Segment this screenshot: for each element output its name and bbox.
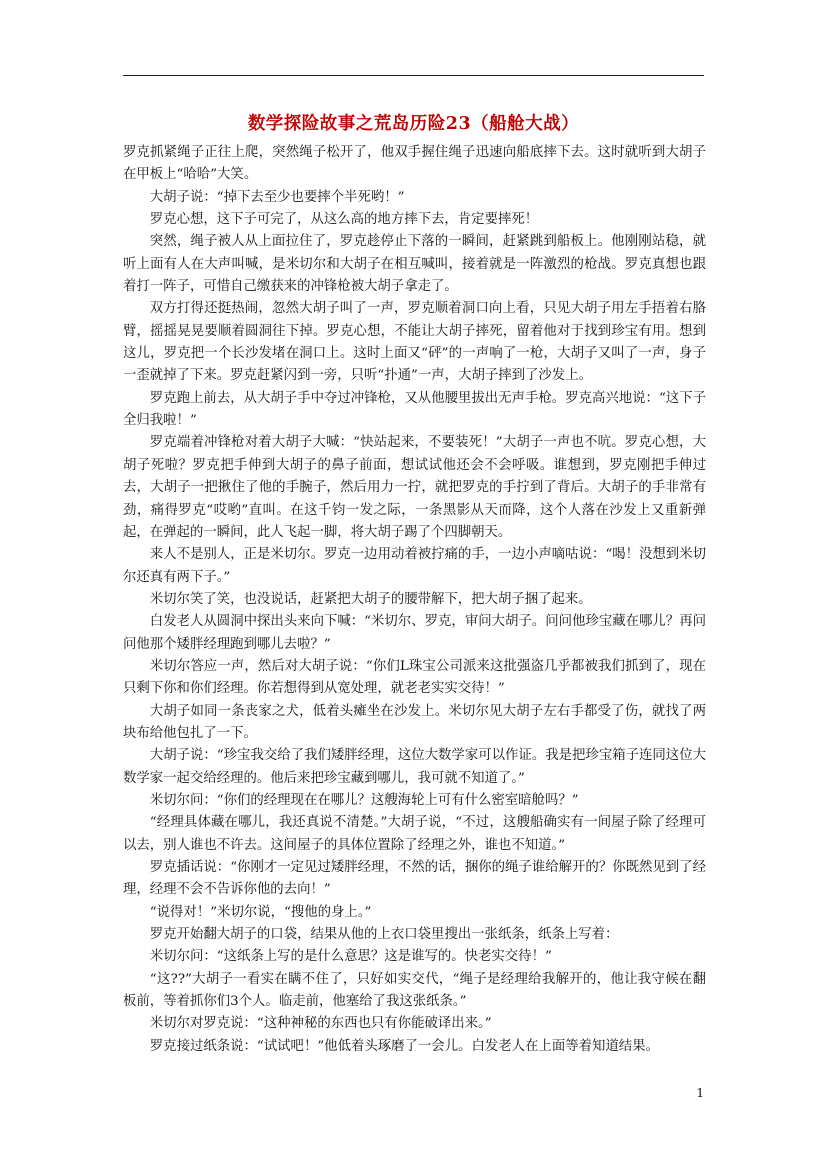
paragraph: 大胡子说：“珍宝我交给了我们矮胖经理，这位大数学家可以作证。我是把珍宝箱子连同这位大数学家一起交给经理的。他后来把珍宝藏到哪儿，我可就不知道了。” — [123, 748, 706, 786]
paragraph: 米切尔问：“你们的经理现在在哪儿？这艘海轮上可有什么密室暗舱吗？” — [149, 792, 579, 808]
paragraph: 米切尔问：“这纸条上写的是什么意思？这是谁写的。快老实交待！” — [149, 949, 552, 965]
paragraph: “说得对！”米切尔说，“搜他的身上。” — [149, 904, 372, 920]
paragraph: 大胡子说：“掉下去至少也要摔个半死哟！” — [149, 189, 405, 205]
paragraph: 罗克心想，这下子可完了，从这么高的地方摔下去，肯定要摔死！ — [149, 212, 539, 228]
paragraph: “这??”大胡子一看实在瞒不住了，只好如实交代，“绳子是经理给我解开的，他让我守候在翻板前，等着抓你们3个人。临走前，他塞给了我这张纸条。” — [123, 971, 706, 1010]
paragraph: 双方打得还挺热闹，忽然大胡子叫了一声，罗克顺着洞口向上看，只见大胡子用左手捂着右胳臂，摇摇晃晃要顺着圆洞往下掉。罗克心想，不能让大胡子摔死，留着他对于找到珍宝有用。想到这儿，罗克把一个长沙发堵在洞口上。这时上面又“砰”的一声响了一枪，大胡子又叫了一声，身子一歪就掉了下来。罗克赶紧闪到一旁，只听“扑通”一声，大胡子摔到了沙发上。 — [123, 301, 706, 384]
paragraph: 米切尔对罗克说：“这种神秘的东西也只有你能破译出来。” — [149, 1016, 492, 1032]
paragraph: 罗克开始翻大胡子的口袋，结果从他的上衣口袋里搜出一张纸条，纸条上写着： — [149, 927, 619, 943]
header-rule — [123, 75, 704, 76]
paragraph: “经理具体藏在哪儿，我还真说不清楚。”大胡子说，“不过，这艘船确实有一间屋子除了经理可以去，别人谁也不许去。这间屋子的具体位置除了经理之外，谁也不知道。” — [123, 815, 706, 853]
paragraph: 罗克接过纸条说：“试试吧！”他低着头琢磨了一会儿。白发老人在上面等着知道结果。 — [149, 1038, 659, 1054]
paragraph: 米切尔答应一声，然后对大胡子说：“你们L珠宝公司派来这批强盗几乎都被我们抓到了，现在只剩下你和你们经理。你若想得到从宽处理，就老老实实交待！” — [123, 658, 706, 697]
paragraph: 大胡子如同一条丧家之犬，低着头瘫坐在沙发上。米切尔见大胡子左右手都受了伤，就找了两块布给他包扎了一下。 — [123, 703, 706, 741]
paragraph: 罗克插话说：“你刚才一定见过矮胖经理，不然的话，捆你的绳子谁给解开的？你既然见到了经理，经理不会不告诉你他的去向！” — [123, 860, 706, 898]
paragraph: 白发老人从圆洞中探出头来向下喊：“米切尔、罗克，审问大胡子。问问他珍宝藏在哪儿？再问问他那个矮胖经理跑到哪儿去啦？” — [123, 614, 706, 652]
paragraph: 罗克端着冲锋枪对着大胡子大喊：“快站起来，不要装死！”大胡子一声也不吭。罗克心想，大胡子死啦？罗克把手伸到大胡子的鼻子前面，想试试他还会不会呼吸。谁想到，罗克刚把手伸过去，大胡子一把揪住了他的手腕子，然后用力一拧，就把罗克的手拧到了背后。大胡子的手非常有劲，痛得罗克“哎哟”直叫。在这千钧一发之际，一条黑影从天而降，这个人落在沙发上又重新弹起，在弹起的一瞬间，此人飞起一脚，将大胡子踢了个四脚朝天。 — [123, 435, 706, 540]
body-text — [123, 142, 706, 1058]
paragraph: 罗克抓紧绳子正往上爬，突然绳子松开了，他双手握住绳子迅速向船底摔下去。这时就听到大胡子在甲板上“哈哈”大笑。 — [123, 145, 706, 183]
page-title: 数学探险故事之荒岛历险23（船舱大战） — [247, 114, 580, 134]
paragraph: 突然，绳子被人从上面拉住了，罗克趁停止下落的一瞬间，赶紧跳到船板上。他刚刚站稳，就听上面有人在大声叫喊，是米切尔和大胡子在相互喊叫，接着就是一阵激烈的枪战。罗克真想也跟着打一阵子，可惜自己缴获来的冲锋枪被大胡子拿走了。 — [123, 234, 706, 295]
paragraph: 来人不是别人，正是米切尔。罗克一边用动着被拧痛的手，一边小声嘀咕说：“喝！没想到米切尔还真有两下子。” — [123, 547, 706, 585]
paragraph: 罗克跑上前去，从大胡子手中夺过冲锋枪，又从他腰里拔出无声手枪。罗克高兴地说：“这下子全归我啦！” — [123, 390, 706, 429]
paragraph: 米切尔笑了笑，也没说话，赶紧把大胡子的腰带解下，把大胡子捆了起来。 — [149, 591, 592, 607]
page-number: 1 — [696, 1086, 704, 1100]
